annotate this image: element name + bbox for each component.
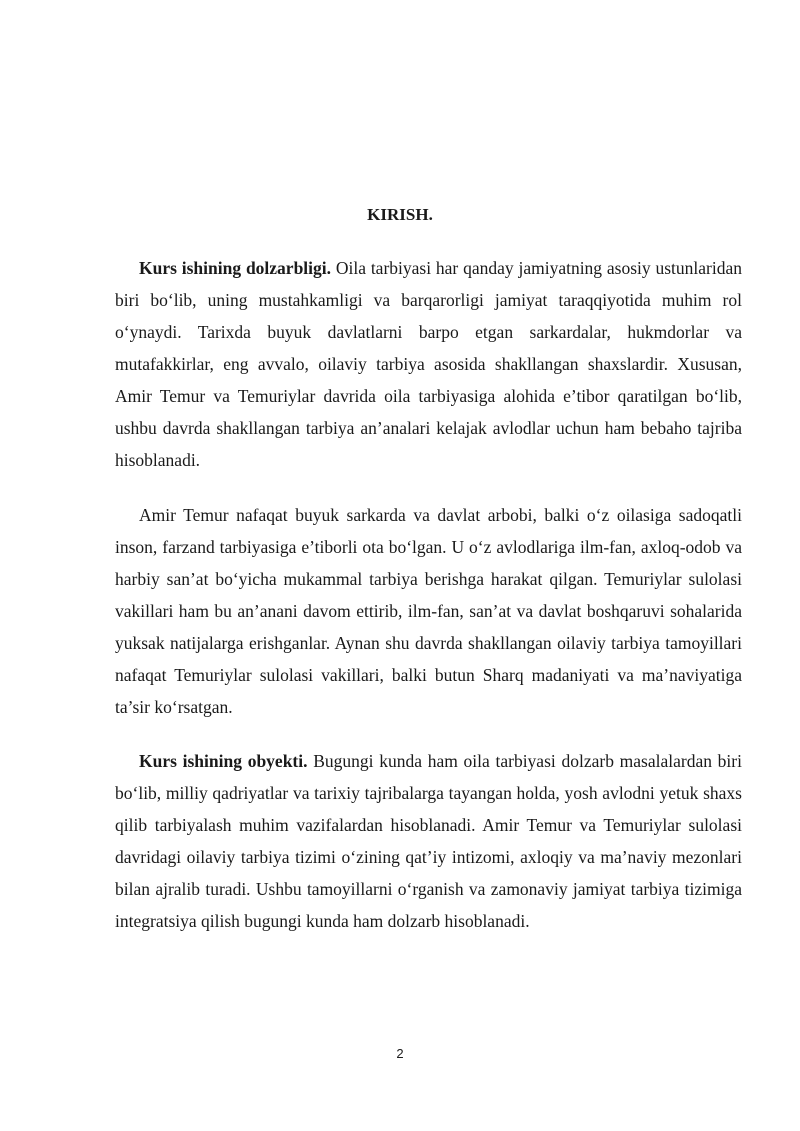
paragraph-text: Bugungi kunda ham oila tarbiyasi dolzarb masalalardan biri bo‘lib, milliy qadriyatlar va tarixiy tajribalarga tayangan holda, yosh avlodni yetuk shaxs qilib tarbiyalash muhim vazifalardan hisoblanadi. Amir Temur va Temuriylar sulolasi davridagi oilaviy tarbiya tizimi o‘zining qat’iy intizomi, axloqiy va ma’naviy mezonlari bilan ajralib turadi. Ushbu tamoyillarni o‘rganish va zamonaviy jamiyat tarbiya tizimiga integratsiya qilish bugungi kunda ham dolzarb hisoblanadi. bbox=[115, 751, 742, 931]
paragraph-text: Amir Temur nafaqat buyuk sarkarda va davlat arbobi, balki o‘z oilasiga sadoqatli inson, farzand tarbiyasiga e’tiborli ota bo‘lgan. U o‘z avlodlariga ilm-fan, axloq-odob va harbiy san’at bo‘yicha mukammal tarbiya berishga harakat qilgan. Temuriylar sulolasi vakillari ham bu an’anani davom ettirib, ilm-fan, san’at va davlat boshqaruvi sohalarida yuksak natijalarga erishganlar. Aynan shu davrda shakllangan oilaviy tarbiya tamoyillari nafaqat Temuriylar sulolasi vakillari, balki butun Sharq madaniyati va ma’naviyatiga ta’sir ko‘rsatgan. bbox=[115, 505, 742, 717]
paragraph-amir-temur bbox=[115, 499, 742, 723]
paragraph-lead: Kurs ishining obyekti. bbox=[139, 751, 308, 771]
paragraph-relevance bbox=[115, 252, 742, 476]
paragraph-object bbox=[115, 745, 742, 937]
page-number: 2 bbox=[396, 1046, 404, 1061]
section-title: KIRISH. bbox=[367, 205, 433, 224]
paragraph-lead: Kurs ishining dolzarbligi. bbox=[139, 258, 332, 278]
paragraph-text: Oila tarbiyasi har qanday jamiyatning asosiy ustunlaridan biri bo‘lib, uning mustahkamligi va barqarorligi jamiyat taraqqiyotida muhim rol o‘ynaydi. Tarixda buyuk davlatlarni barpo etgan sarkardalar, hukmdorlar va mutafakkirlar, eng avvalo, oilaviy tarbiya asosida shakllangan shaxslardir. Xususan, Amir Temur va Temuriylar davrida oila tarbiyasiga alohida e’tibor qaratilgan bo‘lib, ushbu davrda shakllangan tarbiya an’analari kelajak avlodlar uchun ham bebaho tajriba hisoblanadi. bbox=[115, 258, 742, 470]
